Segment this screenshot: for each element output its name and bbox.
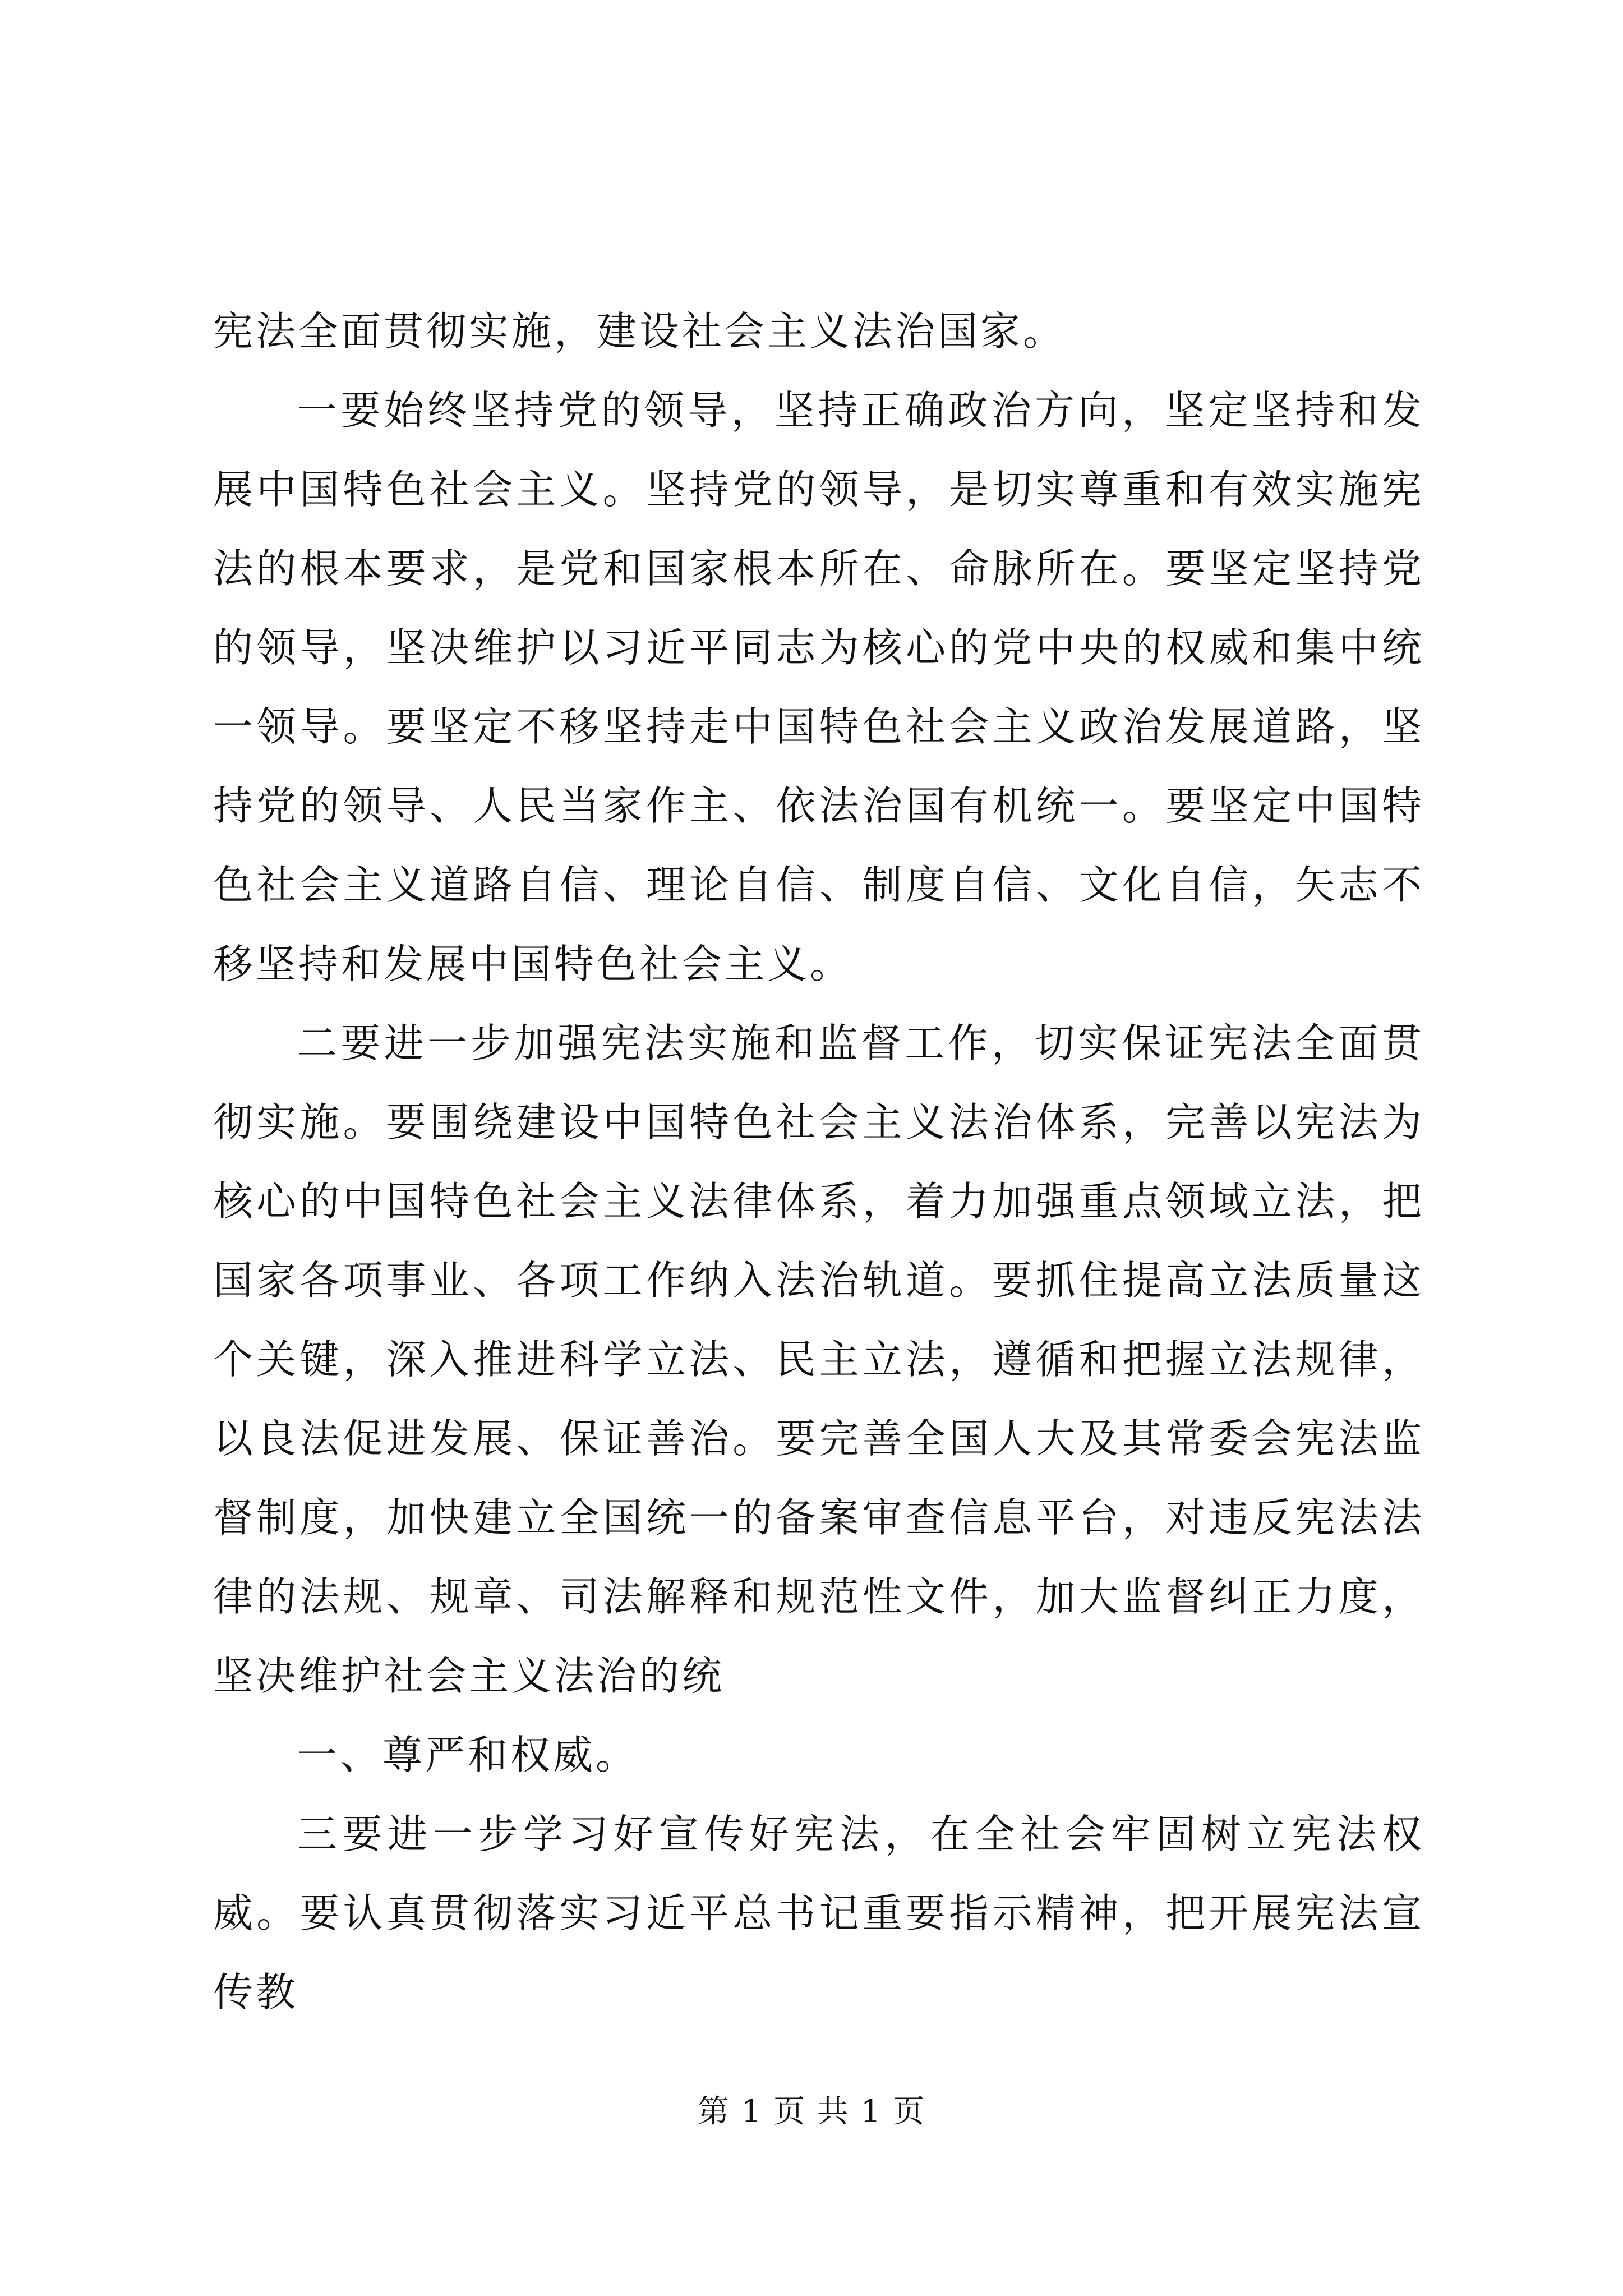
paragraph-fragment: 一、尊严和权威。 <box>297 1732 639 1778</box>
paragraph-point-three: 三要进一步学习好宣传好宪法，在全社会牢固树立宪法权威。要认真贯彻落实习近平总书记重要指示精神，把开展宪法宣传教 <box>213 1811 1424 2016</box>
paragraph-continuation: 宪法全面贯彻实施，建设社会主义法治国家。 <box>213 308 1066 355</box>
page-footer: 第 1 页 共 1 页 <box>697 2093 926 2130</box>
paragraph-point-one: 一要始终坚持党的领导，坚持正确政治方向，坚定坚持和发展中国特色社会主义。坚持党的领导，是切实尊重和有效实施宪法的根本要求，是党和国家根本所在、命脉所在。要坚定坚持党的领导，坚决维护以习近平同志为核心的党中央的权威和集中统一领导。要坚定不移坚持走中国特色社会主义政治发展道路，坚持党的领导、人民当家作主、依法治国有机统一。要坚定中国特色社会主义道路自信、理论自信、制度自信、文化自信，矢志不移坚持和发展中国特色社会主义。 <box>213 387 1424 987</box>
paragraph-point-two: 二要进一步加强宪法实施和监督工作，切实保证宪法全面贯彻实施。要围绕建设中国特色社会主义法治体系，完善以宪法为核心的中国特色社会主义法律体系，着力加强重点领域立法，把国家各项事业、各项工作纳入法治轨道。要抓住提高立法质量这个关键，深入推进科学立法、民主立法，遵循和把握立法规律，以良法促进发展、保证善治。要完善全国人大及其常委会宪法监督制度，加快建立全国统一的备案审查信息平台，对违反宪法法律的法规、规章、司法解释和规范性文件，加大监督纠正力度，坚决维护社会主义法治的统 <box>213 1020 1424 1699</box>
document-body <box>213 292 1424 2032</box>
